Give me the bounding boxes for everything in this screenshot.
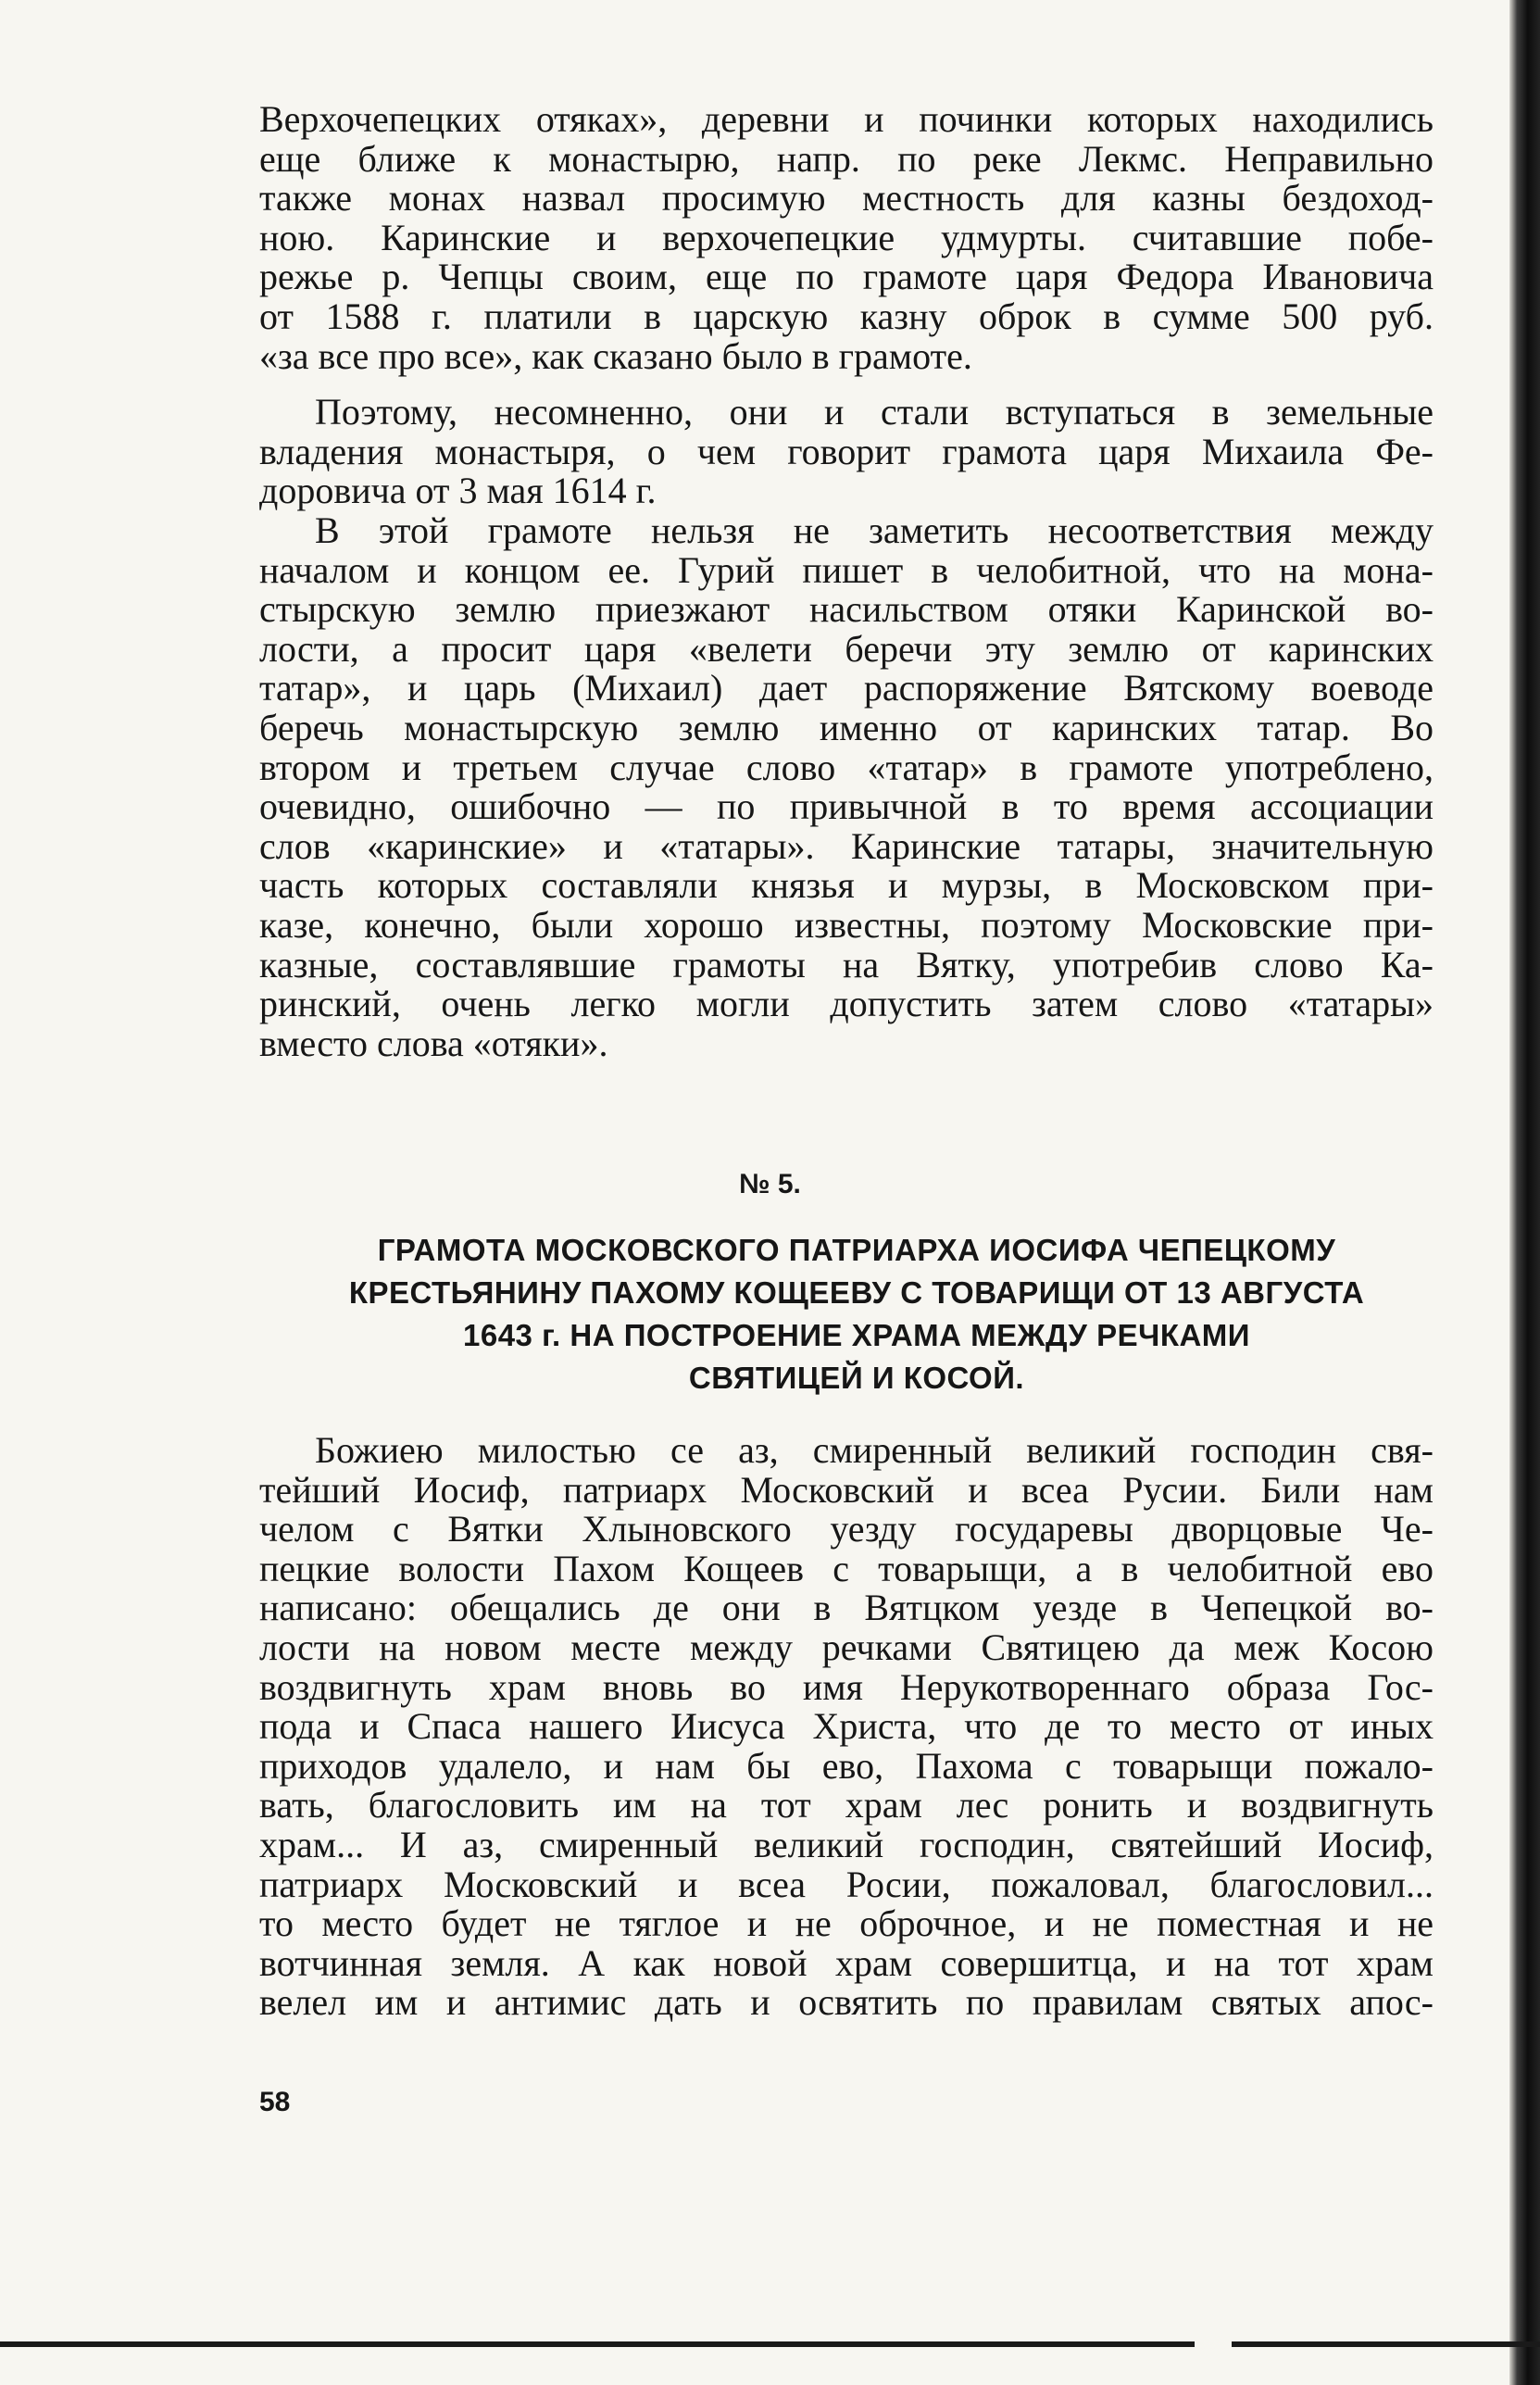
text-line: «за все про все», как сказано было в грамоте.	[259, 334, 972, 377]
bottom-rule	[0, 2341, 1540, 2347]
text-line: режье р. Чепцы своим, еще по грамоте царя Федора Ивановича	[259, 256, 1434, 298]
text-line: вместо слова «отяки».	[259, 1022, 608, 1064]
text-line: лости, а просит царя «велети беречи эту землю от каринских	[259, 627, 1434, 670]
text-line: втором и третьем случае слово «татар» в грамоте употреблено,	[259, 746, 1434, 788]
text-line: слов «каринские» и «татары». Каринские татары, значительную	[259, 824, 1434, 867]
text-line: Верхочепецких отяках», деревни и починки которых находились	[259, 98, 1434, 140]
title-line: КРЕСТЬЯНИНУ ПАХОМУ КОЩЕЕВУ С ТОВАРИЩИ ОТ 13 АВГУСТА	[348, 1275, 1365, 1310]
text-line: владения монастыря, о чем говорит грамота царя Михаила Фе-	[259, 430, 1434, 472]
text-line: челом с Вятки Хлыновского уезду государевы дворцовые Че-	[259, 1508, 1434, 1550]
document-number: № 5.	[739, 1169, 801, 1199]
text-line: также монах назвал просимую местность для казны бездоход-	[259, 177, 1434, 220]
text-line: написано: обещались де они в Вятцком уезде в Чепецкой во-	[259, 1587, 1434, 1629]
text-line: лости на новом месте между речками Святицею да меж Косою	[259, 1626, 1434, 1668]
text-line: тейший Иосиф, патриарх Московский и всеа Русии. Били нам	[259, 1468, 1434, 1511]
text-line: еще ближе к монастырю, напр. по реке Лекмс. Неправильно	[259, 137, 1434, 180]
text-line: очевидно, ошибочно — по привычной в то время ассоциации	[259, 785, 1434, 828]
text-line: казные, составлявшие грамоты на Вятку, употребив слово Ка-	[259, 943, 1434, 985]
paragraph-3	[259, 511, 1434, 1063]
text-line: то место будет не тяглое и не оброчное, и не поместная и не	[259, 1902, 1434, 1945]
text-line: ринский, очень легко могли допустить затем слово «татары»	[259, 983, 1434, 1025]
text-line: В этой грамоте нельзя не заметить несоответствия между	[315, 509, 1434, 551]
page-number: 58	[259, 2087, 291, 2117]
text-line: патриарх Московский и всеа Росии, пожаловал, благословил...	[259, 1863, 1434, 1905]
text-line: стырскую землю приезжают насильством отяки Каринской во-	[259, 588, 1434, 631]
text-line: воздвигнуть храм вновь во имя Нерукотвореннаго образа Гос-	[259, 1665, 1434, 1708]
text-line: ною. Каринские и верхочепецкие удмурты. считавшие побе-	[259, 216, 1434, 258]
text-line: казе, конечно, были хорошо известны, поэтому Московские при-	[259, 903, 1434, 946]
text-line: Божиею милостью се аз, смиренный великий господин свя-	[315, 1429, 1434, 1471]
paragraph-1	[259, 100, 1434, 376]
text-line: вать, благословить им на тот храм лес ронить и воздвигнуть	[259, 1784, 1434, 1826]
document-title	[278, 1229, 1435, 1400]
text-line: пецкие волости Пахом Кощеев с товарыщи, а в челобитной ево	[259, 1547, 1434, 1589]
text-line: от 1588 г. платили в царскую казну оброк в сумме 500 руб.	[259, 295, 1434, 337]
text-line: беречь монастырскую землю именно от каринских татар. Во	[259, 706, 1434, 748]
title-line: ГРАМОТА МОСКОВСКОГО ПАТРИАРХА ИОСИФА ЧЕПЕЦКОМУ	[377, 1233, 1336, 1267]
text-line: часть которых составляли князья и мурзы, в Московском при-	[259, 864, 1434, 907]
text-line: храм... И аз, смиренный великий господин, святейший Иосиф,	[259, 1823, 1434, 1865]
paragraph-4	[259, 1431, 1434, 2023]
text-line: вотчинная земля. А как новой храм совершитца, и на тот храм	[259, 1941, 1434, 1984]
text-line: началом и концом ее. Гурий пишет в челобитной, что на мона-	[259, 548, 1434, 591]
text-line: велел им и антимис дать и освятить по правилам святых апос-	[259, 1981, 1434, 2024]
text-line: приходов удалело, и нам бы ево, Пахома с товарыщи пожало-	[259, 1744, 1434, 1787]
title-line: 1643 г. НА ПОСТРОЕНИЕ ХРАМА МЕЖДУ РЕЧКАМИ	[463, 1318, 1250, 1352]
text-line: доровича от 3 мая 1614 г.	[259, 470, 657, 512]
text-line: татар», и царь (Михаил) дает распоряжение Вятскому воеводе	[259, 667, 1434, 709]
paragraph-2	[259, 393, 1434, 511]
text-line: Поэтому, несомненно, они и стали вступаться в земельные	[315, 391, 1434, 433]
title-line: СВЯТИЦЕЙ И КОСОЙ.	[688, 1361, 1025, 1395]
text-line: пода и Спаса нашего Иисуса Христа, что де то место от иных	[259, 1705, 1434, 1748]
